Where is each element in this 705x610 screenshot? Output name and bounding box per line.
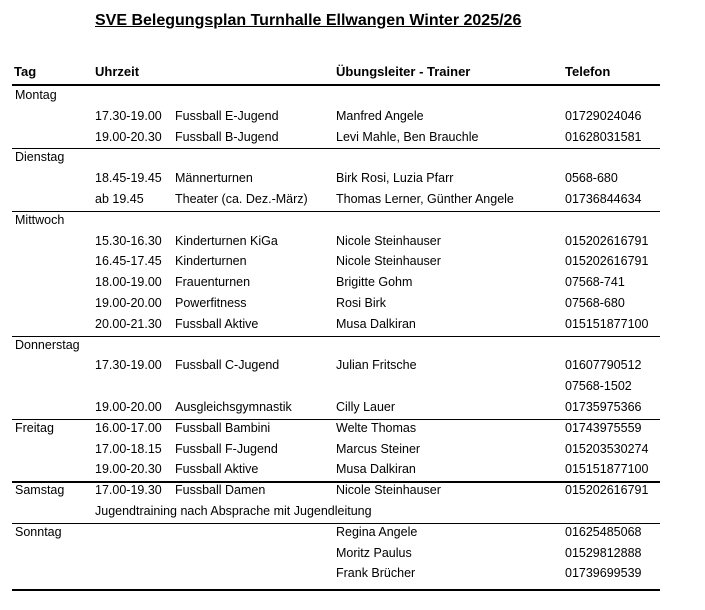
phone-cell: 07568-741	[565, 275, 625, 290]
trainer-cell: Moritz Paulus	[336, 545, 412, 560]
activity-cell: Männerturnen	[175, 171, 253, 186]
trainer-cell: Brigitte Gohm	[336, 275, 413, 290]
trainer-cell: Musa Dalkiran	[336, 462, 416, 477]
time-cell: 17.30-19.00	[95, 108, 162, 123]
time-cell: 19.00-20.00	[95, 400, 162, 414]
phone-cell: 01729024046	[565, 108, 642, 123]
header-telefon: Telefon	[565, 64, 611, 79]
day-label: Freitag	[15, 420, 54, 435]
phone-cell: 015203530274	[565, 441, 649, 456]
phone-cell: 01529812888	[565, 545, 642, 560]
activity-cell: Theater (ca. Dez.-März)	[175, 192, 308, 206]
phone-cell: 015202616791	[565, 254, 649, 269]
time-cell: 18.00-19.00	[95, 275, 162, 290]
note-text: Jugendtraining nach Absprache mit Jugendleitung	[95, 504, 372, 518]
day-label: Dienstag	[15, 150, 65, 165]
activity-cell: Kinderturnen	[175, 254, 247, 269]
time-cell: 19.00-20.30	[95, 462, 162, 477]
trainer-cell: Welte Thomas	[336, 420, 417, 435]
phone-cell: 01628031581	[565, 129, 642, 144]
activity-cell: Ausgleichsgymnastik	[175, 400, 292, 414]
activity-cell: Fussball B-Jugend	[175, 129, 279, 144]
trainer-cell: Levi Mahle, Ben Brauchle	[336, 129, 479, 144]
activity-cell: Fussball Damen	[175, 483, 266, 498]
phone-cell: 01607790512	[565, 358, 642, 373]
page-title: SVE Belegungsplan Turnhalle Ellwangen Winter 2025/26	[95, 12, 522, 29]
day-divider	[12, 419, 660, 420]
day-label: Donnerstag	[15, 337, 80, 352]
activity-cell: Kinderturnen KiGa	[175, 233, 278, 248]
trainer-cell: Rosi Birk	[336, 296, 387, 310]
table-bottom-rule	[12, 589, 660, 591]
trainer-cell: Frank Brücher	[336, 566, 416, 581]
phone-cell: 07568-680	[565, 296, 625, 310]
header-tag: Tag	[14, 64, 37, 79]
day-divider	[12, 148, 660, 149]
trainer-cell: Nicole Steinhauser	[336, 483, 441, 498]
trainer-cell: Birk Rosi, Luzia Pfarr	[336, 171, 454, 186]
time-cell: 17.30-19.00	[95, 358, 162, 373]
phone-cell: 015151877100	[565, 462, 649, 477]
trainer-cell: Julian Fritsche	[336, 358, 417, 373]
phone-cell: 01736844634	[565, 192, 642, 206]
phone-cell: 01739699539	[565, 566, 642, 581]
time-cell: 16.00-17.00	[95, 420, 162, 435]
activity-cell: Frauenturnen	[175, 275, 251, 290]
day-label: Sonntag	[15, 524, 62, 539]
activity-cell: Fussball Bambini	[175, 420, 271, 435]
time-cell: 17.00-19.30	[95, 483, 162, 498]
phone-cell: 01743975559	[565, 420, 642, 435]
trainer-cell: Regina Angele	[336, 524, 418, 539]
day-label: Mittwoch	[15, 212, 65, 227]
time-cell: 17.00-18.15	[95, 441, 162, 456]
activity-cell: Fussball C-Jugend	[175, 358, 280, 373]
activity-cell: Fussball E-Jugend	[175, 108, 279, 123]
day-label: Samstag	[15, 483, 65, 498]
phone-cell: 01735975366	[565, 400, 642, 414]
phone-cell: 0568-680	[565, 171, 618, 186]
phone-cell: 015202616791	[565, 233, 649, 248]
activity-cell: Powerfitness	[175, 296, 247, 310]
trainer-cell: Musa Dalkiran	[336, 316, 416, 331]
time-cell: 19.00-20.00	[95, 296, 162, 310]
trainer-cell: Cilly Lauer	[336, 400, 396, 414]
activity-cell: Fussball F-Jugend	[175, 441, 278, 456]
time-cell: ab 19.45	[95, 192, 144, 206]
activity-cell: Fussball Aktive	[175, 316, 259, 331]
time-cell: 15.30-16.30	[95, 233, 162, 248]
phone-cell: 07568-1502	[565, 379, 632, 394]
phone-cell: 015151877100	[565, 316, 649, 331]
time-cell: 20.00-21.30	[95, 316, 162, 331]
day-divider	[12, 523, 660, 524]
header-trainer: Übungsleiter - Trainer	[336, 64, 471, 79]
time-cell: 18.45-19.45	[95, 171, 162, 186]
header-divider	[12, 84, 660, 86]
phone-cell: 01625485068	[565, 524, 642, 539]
phone-cell: 015202616791	[565, 483, 649, 498]
time-cell: 19.00-20.30	[95, 129, 162, 144]
time-cell: 16.45-17.45	[95, 254, 162, 269]
header-uhrzeit: Uhrzeit	[95, 64, 140, 79]
activity-cell: Fussball Aktive	[175, 462, 259, 477]
trainer-cell: Thomas Lerner, Günther Angele	[336, 192, 514, 206]
trainer-cell: Manfred Angele	[336, 108, 424, 123]
trainer-cell: Marcus Steiner	[336, 441, 421, 456]
trainer-cell: Nicole Steinhauser	[336, 233, 441, 248]
trainer-cell: Nicole Steinhauser	[336, 254, 441, 269]
day-divider	[12, 211, 660, 212]
day-label: Montag	[15, 88, 57, 102]
day-divider	[12, 336, 660, 337]
